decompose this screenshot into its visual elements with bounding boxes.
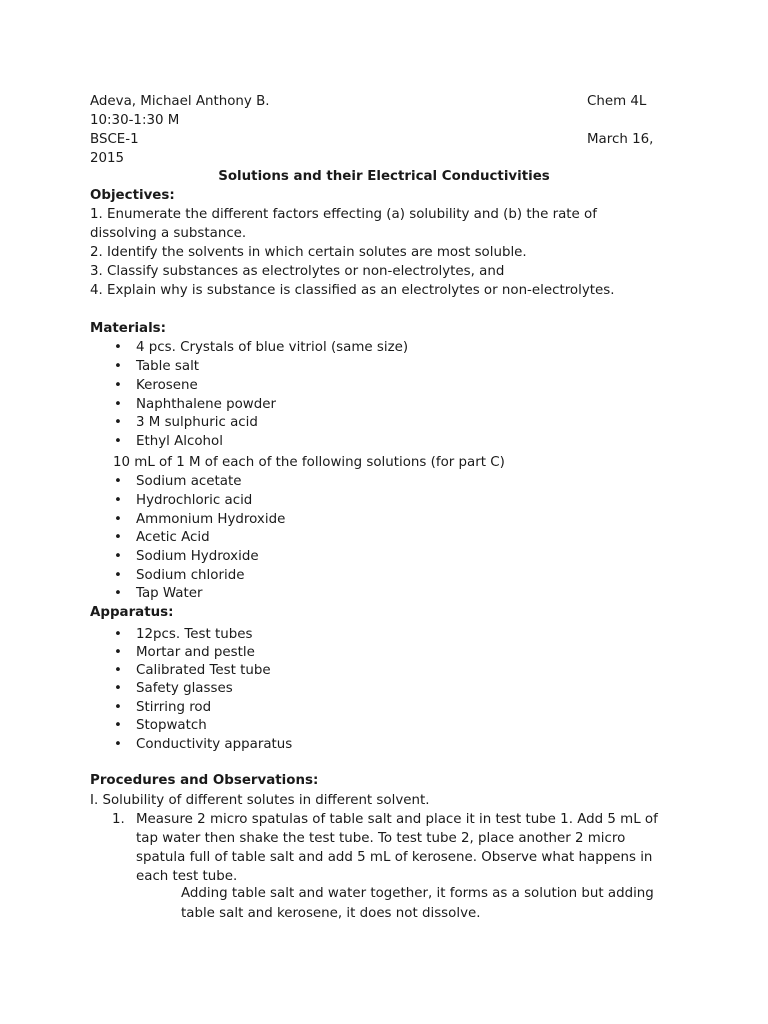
bullet-icon: • <box>114 397 122 412</box>
student-name: Adeva, Michael Anthony B. <box>90 94 270 109</box>
list-item: Kerosene <box>136 378 198 393</box>
bullet-icon: • <box>114 663 122 678</box>
schedule: 10:30-1:30 M <box>90 113 180 128</box>
list-item: Ammonium Hydroxide <box>136 512 286 527</box>
list-item: Ethyl Alcohol <box>136 434 223 449</box>
bullet-icon: • <box>114 627 122 642</box>
procedures-part-1: I. Solubility of different solutes in different solvent. <box>90 793 430 808</box>
bullet-icon: • <box>114 378 122 393</box>
objective-line: 1. Enumerate the different factors effecting (a) solubility and (b) the rate of <box>90 207 597 222</box>
list-item: Mortar and pestle <box>136 645 255 660</box>
objective-line: 2. Identify the solvents in which certain solutes are most soluble. <box>90 245 527 260</box>
step-number: 1. <box>112 812 125 827</box>
bullet-icon: • <box>114 737 122 752</box>
observation-line: table salt and kerosene, it does not dissolve. <box>181 906 481 921</box>
list-item: Sodium acetate <box>136 474 242 489</box>
step-line: Measure 2 micro spatulas of table salt and place it in test tube 1. Add 5 mL of <box>136 812 658 827</box>
bullet-icon: • <box>114 434 122 449</box>
bullet-icon: • <box>114 549 122 564</box>
document-title: Solutions and their Electrical Conductivities <box>218 169 550 184</box>
section: BSCE-1 <box>90 132 139 147</box>
step-line: each test tube. <box>136 869 238 884</box>
bullet-icon: • <box>114 493 122 508</box>
bullet-icon: • <box>114 681 122 696</box>
observation-line: Adding table salt and water together, it forms as a solution but adding <box>181 886 654 901</box>
list-item: Conductivity apparatus <box>136 737 293 752</box>
bullet-icon: • <box>114 359 122 374</box>
step-line: spatula full of table salt and add 5 mL of kerosene. Observe what happens in <box>136 850 653 865</box>
list-item: Hydrochloric acid <box>136 493 253 508</box>
step-line: tap water then shake the test tube. To test tube 2, place another 2 micro <box>136 831 626 846</box>
date-line-1: March 16, <box>587 132 654 147</box>
bullet-icon: • <box>114 474 122 489</box>
bullet-icon: • <box>114 340 122 355</box>
list-item: Stirring rod <box>136 700 212 715</box>
list-item: Tap Water <box>136 586 203 601</box>
materials-heading: Materials: <box>90 321 166 336</box>
list-item: 12pcs. Test tubes <box>136 627 253 642</box>
apparatus-heading: Apparatus: <box>90 605 174 620</box>
list-item: Sodium Hydroxide <box>136 549 259 564</box>
list-item: Naphthalene powder <box>136 397 276 412</box>
list-item: Safety glasses <box>136 681 233 696</box>
bullet-icon: • <box>114 530 122 545</box>
list-item: Table salt <box>136 359 200 374</box>
procedures-heading: Procedures and Observations: <box>90 773 319 788</box>
bullet-icon: • <box>114 645 122 660</box>
bullet-icon: • <box>114 512 122 527</box>
bullet-icon: • <box>114 568 122 583</box>
objectives-heading: Objectives: <box>90 188 175 203</box>
objective-line: 3. Classify substances as electrolytes or non-electrolytes, and <box>90 264 505 279</box>
list-item: Calibrated Test tube <box>136 663 271 678</box>
list-item: Sodium chloride <box>136 568 245 583</box>
bullet-icon: • <box>114 415 122 430</box>
bullet-icon: • <box>114 718 122 733</box>
list-item: Acetic Acid <box>136 530 210 545</box>
list-item: Stopwatch <box>136 718 207 733</box>
list-item: 3 M sulphuric acid <box>136 415 258 430</box>
course-code: Chem 4L <box>587 94 647 109</box>
objective-line: dissolving a substance. <box>90 226 247 241</box>
list-item: 4 pcs. Crystals of blue vitriol (same size) <box>136 340 409 355</box>
bullet-icon: • <box>114 586 122 601</box>
materials-note: 10 mL of 1 M of each of the following solutions (for part C) <box>113 455 505 470</box>
date-line-2: 2015 <box>90 151 125 166</box>
objective-line: 4. Explain why is substance is classified as an electrolytes or non-electrolytes. <box>90 283 615 298</box>
bullet-icon: • <box>114 700 122 715</box>
